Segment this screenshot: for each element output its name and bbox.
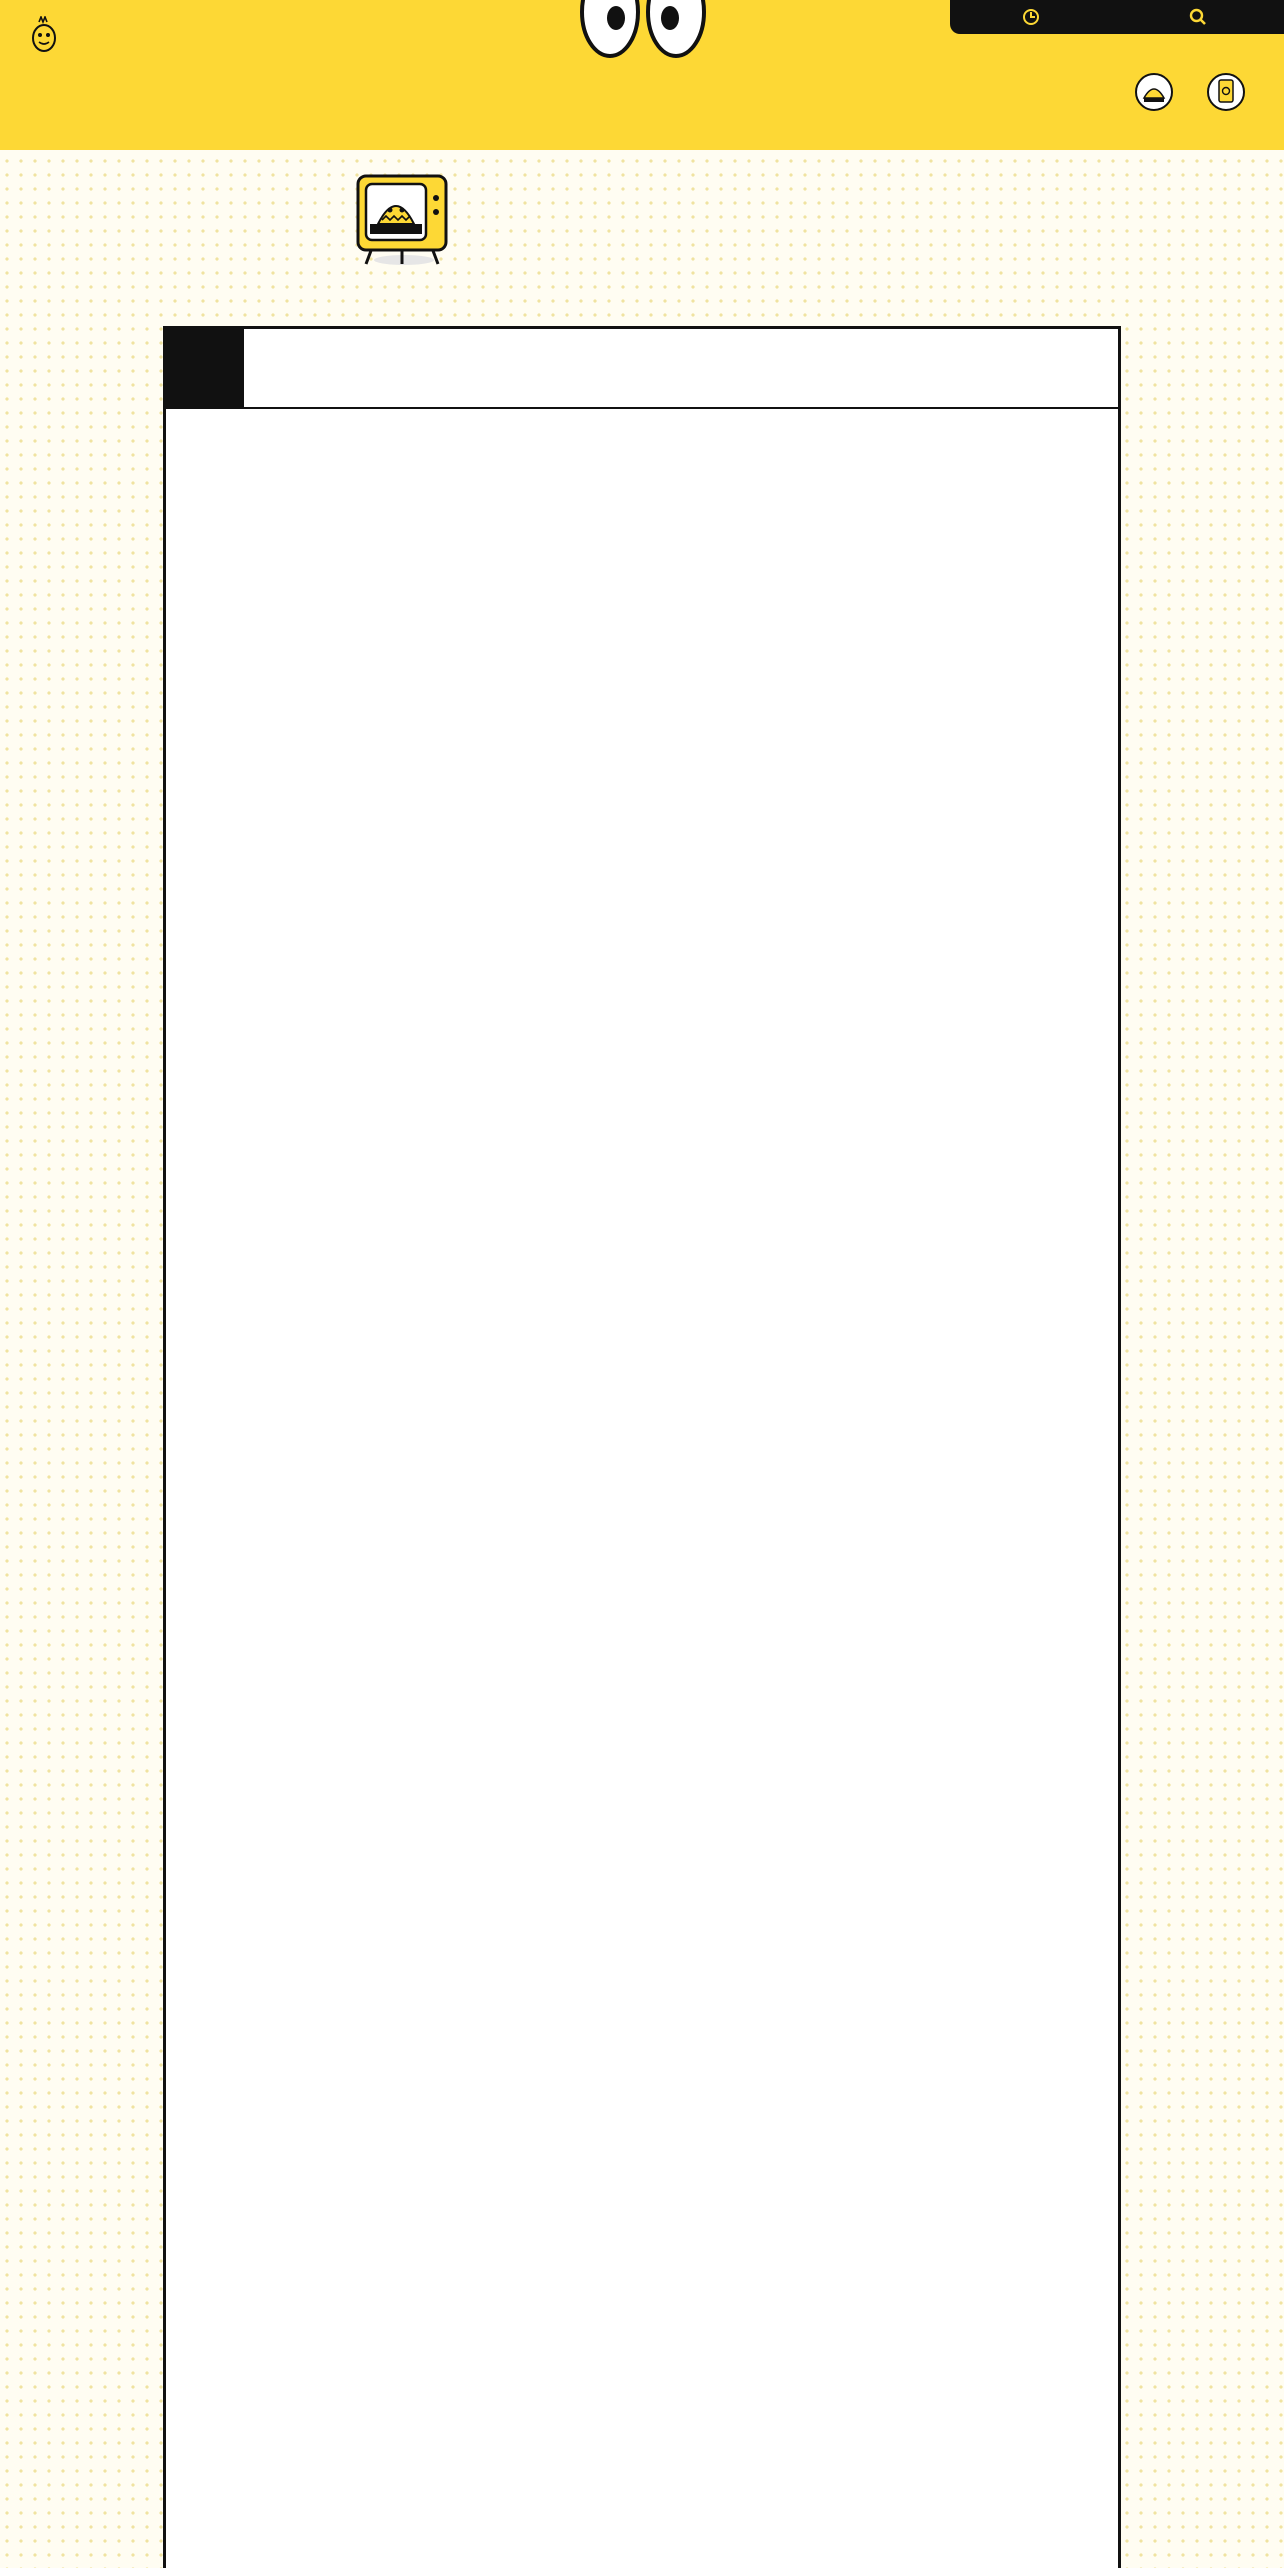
slot-morning-button[interactable] (884, 258, 936, 310)
slot-night-button[interactable] (1008, 258, 1060, 310)
slot-noon-button[interactable] (946, 258, 998, 310)
mascot-eyes-icon (568, 0, 718, 62)
header-zigzag-edge (0, 128, 1284, 152)
clock-icon (1022, 8, 1040, 26)
schedule-top-button[interactable] (1022, 8, 1046, 26)
tv-mascot-icon (352, 168, 452, 268)
search-top-button[interactable] (1189, 8, 1213, 26)
site-header (0, 0, 1284, 150)
main-nav (0, 80, 1284, 116)
site-logo[interactable] (30, 16, 64, 54)
telemaru-mascot-icon (30, 16, 58, 54)
day-tabs (166, 329, 1118, 409)
day-row-corner (166, 329, 244, 407)
telemaru-point-badge-icon[interactable] (1206, 68, 1246, 116)
top-button-bar (950, 0, 1284, 34)
telemaru-club-badge-icon[interactable] (1134, 68, 1174, 116)
search-icon (1189, 8, 1207, 26)
slot-late-night-button[interactable] (1070, 258, 1122, 310)
program-schedule-table (163, 326, 1121, 2568)
